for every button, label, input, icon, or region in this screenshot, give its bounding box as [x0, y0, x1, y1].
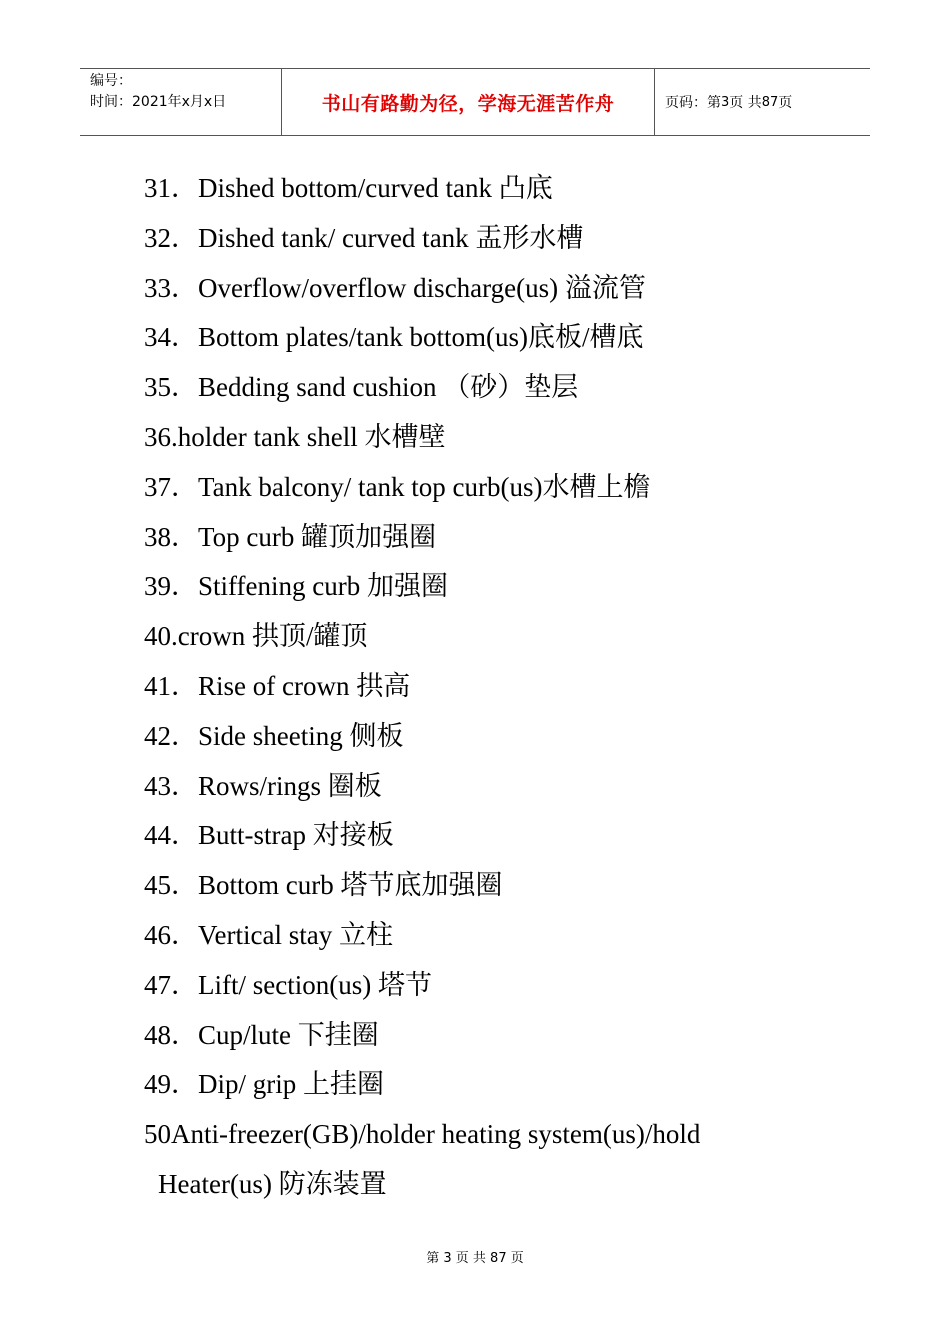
- header-meta: [80, 69, 282, 135]
- glossary-item: 39．Stiffening curb 加强圈: [144, 571, 448, 602]
- page-mid: 页 共: [729, 95, 762, 111]
- glossary-item: 34．Bottom plates/tank bottom(us)底板/槽底: [144, 322, 644, 353]
- serial-label: 编号：: [90, 73, 132, 89]
- glossary-item: 40.crown 拱顶/罐顶: [144, 621, 368, 652]
- glossary-item: 38．Top curb 罐顶加强圈: [144, 521, 437, 552]
- time-line: 时间：2021年x月x日: [90, 94, 227, 110]
- glossary-item: 36.holder tank shell 水槽壁: [144, 421, 446, 452]
- glossary-item: 42．Side sheeting 侧板: [144, 720, 404, 751]
- glossary-item: 48．Cup/lute 下挂圈: [144, 1019, 379, 1050]
- glossary-item: 37．Tank balcony/ tank top curb(us)水槽上檐: [144, 471, 651, 502]
- glossary-item-continuation: Heater(us) 防冻装置: [158, 1168, 387, 1199]
- page-footer: 第 3 页 共 87 页: [426, 1251, 524, 1266]
- glossary-item: 47．Lift/ section(us) 塔节: [144, 969, 432, 1000]
- page-suffix: 页: [778, 95, 793, 111]
- glossary-item: 31．Dished bottom/curved tank 凸底: [144, 173, 553, 203]
- header-motto: 书山有路勤为径，学海无涯苦作舟: [282, 69, 655, 135]
- page-total: 87: [761, 94, 779, 110]
- page-current: 3: [721, 94, 730, 110]
- glossary-item: 33．Overflow/overflow discharge(us) 溢流管: [144, 272, 646, 303]
- glossary-item: 43．Rows/rings 圈板: [144, 770, 382, 801]
- glossary-item: 35．Bedding sand cushion （砂）垫层: [144, 372, 579, 403]
- page-prefix: 页码：第: [665, 95, 721, 111]
- page-header: [80, 68, 870, 136]
- header-page-number: [655, 69, 870, 135]
- glossary-item: 32．Dished tank/ curved tank 盂形水槽: [144, 222, 584, 253]
- glossary-item: 44．Butt-strap 对接板: [144, 820, 394, 851]
- glossary-item: 46．Vertical stay 立柱: [144, 919, 393, 950]
- glossary-item: 49．Dip/ grip 上挂圈: [144, 1069, 384, 1100]
- glossary-list: [144, 164, 864, 1210]
- glossary-item: 50Anti-freezer(GB)/holder heating system(us)/hold: [144, 1119, 701, 1150]
- glossary-item: 41．Rise of crown 拱高: [144, 670, 411, 701]
- glossary-item: 45．Bottom curb 塔节底加强圈: [144, 870, 503, 901]
